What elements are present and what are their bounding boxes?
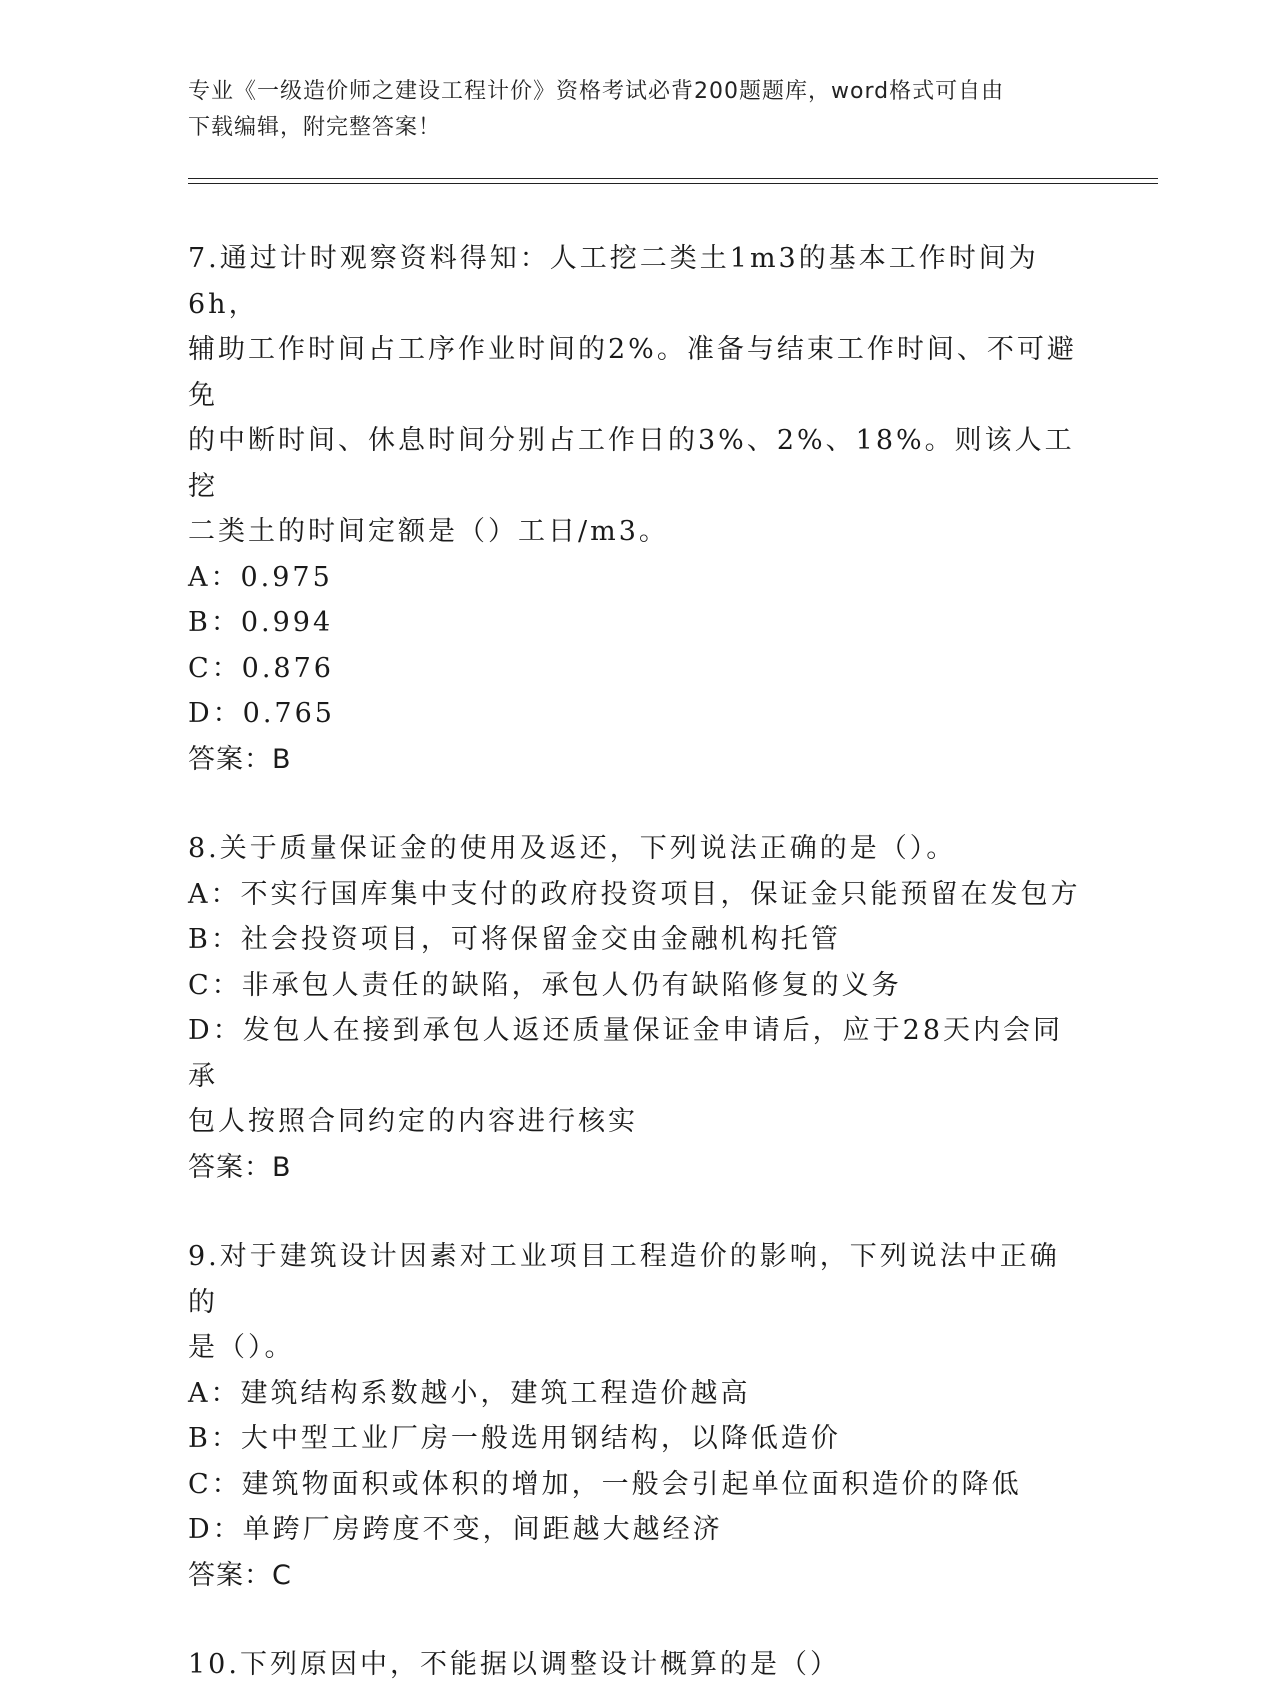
header-divider-bottom xyxy=(188,183,1158,184)
question-text: 9.对于建筑设计因素对工业项目工程造价的影响，下列说法中正确的 是（）。 xyxy=(188,1241,1060,1363)
header-divider-top xyxy=(188,178,1158,179)
question-text: 7.通过计时观察资料得知：人工挖二类土1m3的基本工作时间为6h， 辅助工作时间占工序作业时间的2%。准备与结束工作时间、不可避免 的中断时间、休息时间分别占工作日的3%、2%、18%。则该人工挖 二类土的时间定额是（）工日/m3。 xyxy=(188,243,1077,547)
question-10-text: 10.下列原因中，不能据以调整设计概算的是（） xyxy=(188,1649,840,1680)
option-c: C：建筑物面积或体积的增加，一般会引起单位面积造价的降低 xyxy=(188,1468,1022,1500)
question-list xyxy=(188,236,1088,1688)
option-c: C：0.876 xyxy=(188,652,334,684)
question-9 xyxy=(188,1234,1088,1598)
option-b: B：0.994 xyxy=(188,607,334,638)
answer-line: 答案：B xyxy=(188,1151,292,1183)
document-header xyxy=(188,74,1088,146)
option-a: A：0.975 xyxy=(188,561,333,593)
question-7 xyxy=(188,236,1088,782)
option-d: D：0.765 xyxy=(188,698,335,729)
option-b: B：大中型工业厂房一般选用钢结构，以降低造价 xyxy=(188,1423,841,1454)
option-b: B：社会投资项目，可将保留金交由金融机构托管 xyxy=(188,924,841,955)
answer-line: 答案：C xyxy=(188,1559,292,1591)
question-text: 8.关于质量保证金的使用及返还，下列说法正确的是（）。 xyxy=(188,833,957,864)
option-a: A：建筑结构系数越小，建筑工程造价越高 xyxy=(188,1377,751,1409)
option-c: C：非承包人责任的缺陷，承包人仍有缺陷修复的义务 xyxy=(188,969,902,1001)
header-line-1: 专业《一级造价师之建设工程计价》资格考试必背200题题库，word格式可自由 xyxy=(188,79,1005,104)
option-d: D：发包人在接到承包人返还质量保证金申请后，应于28天内会同承 包人按照合同约定的内容进行核实 xyxy=(188,1015,1064,1137)
answer-line: 答案：B xyxy=(188,743,292,775)
option-d: D：单跨厂房跨度不变，间距越大越经济 xyxy=(188,1514,723,1545)
header-line-2: 下载编辑，附完整答案！ xyxy=(188,115,442,140)
option-a: A：不实行国库集中支付的政府投资项目，保证金只能预留在发包方 xyxy=(188,878,1081,910)
question-8 xyxy=(188,826,1088,1190)
